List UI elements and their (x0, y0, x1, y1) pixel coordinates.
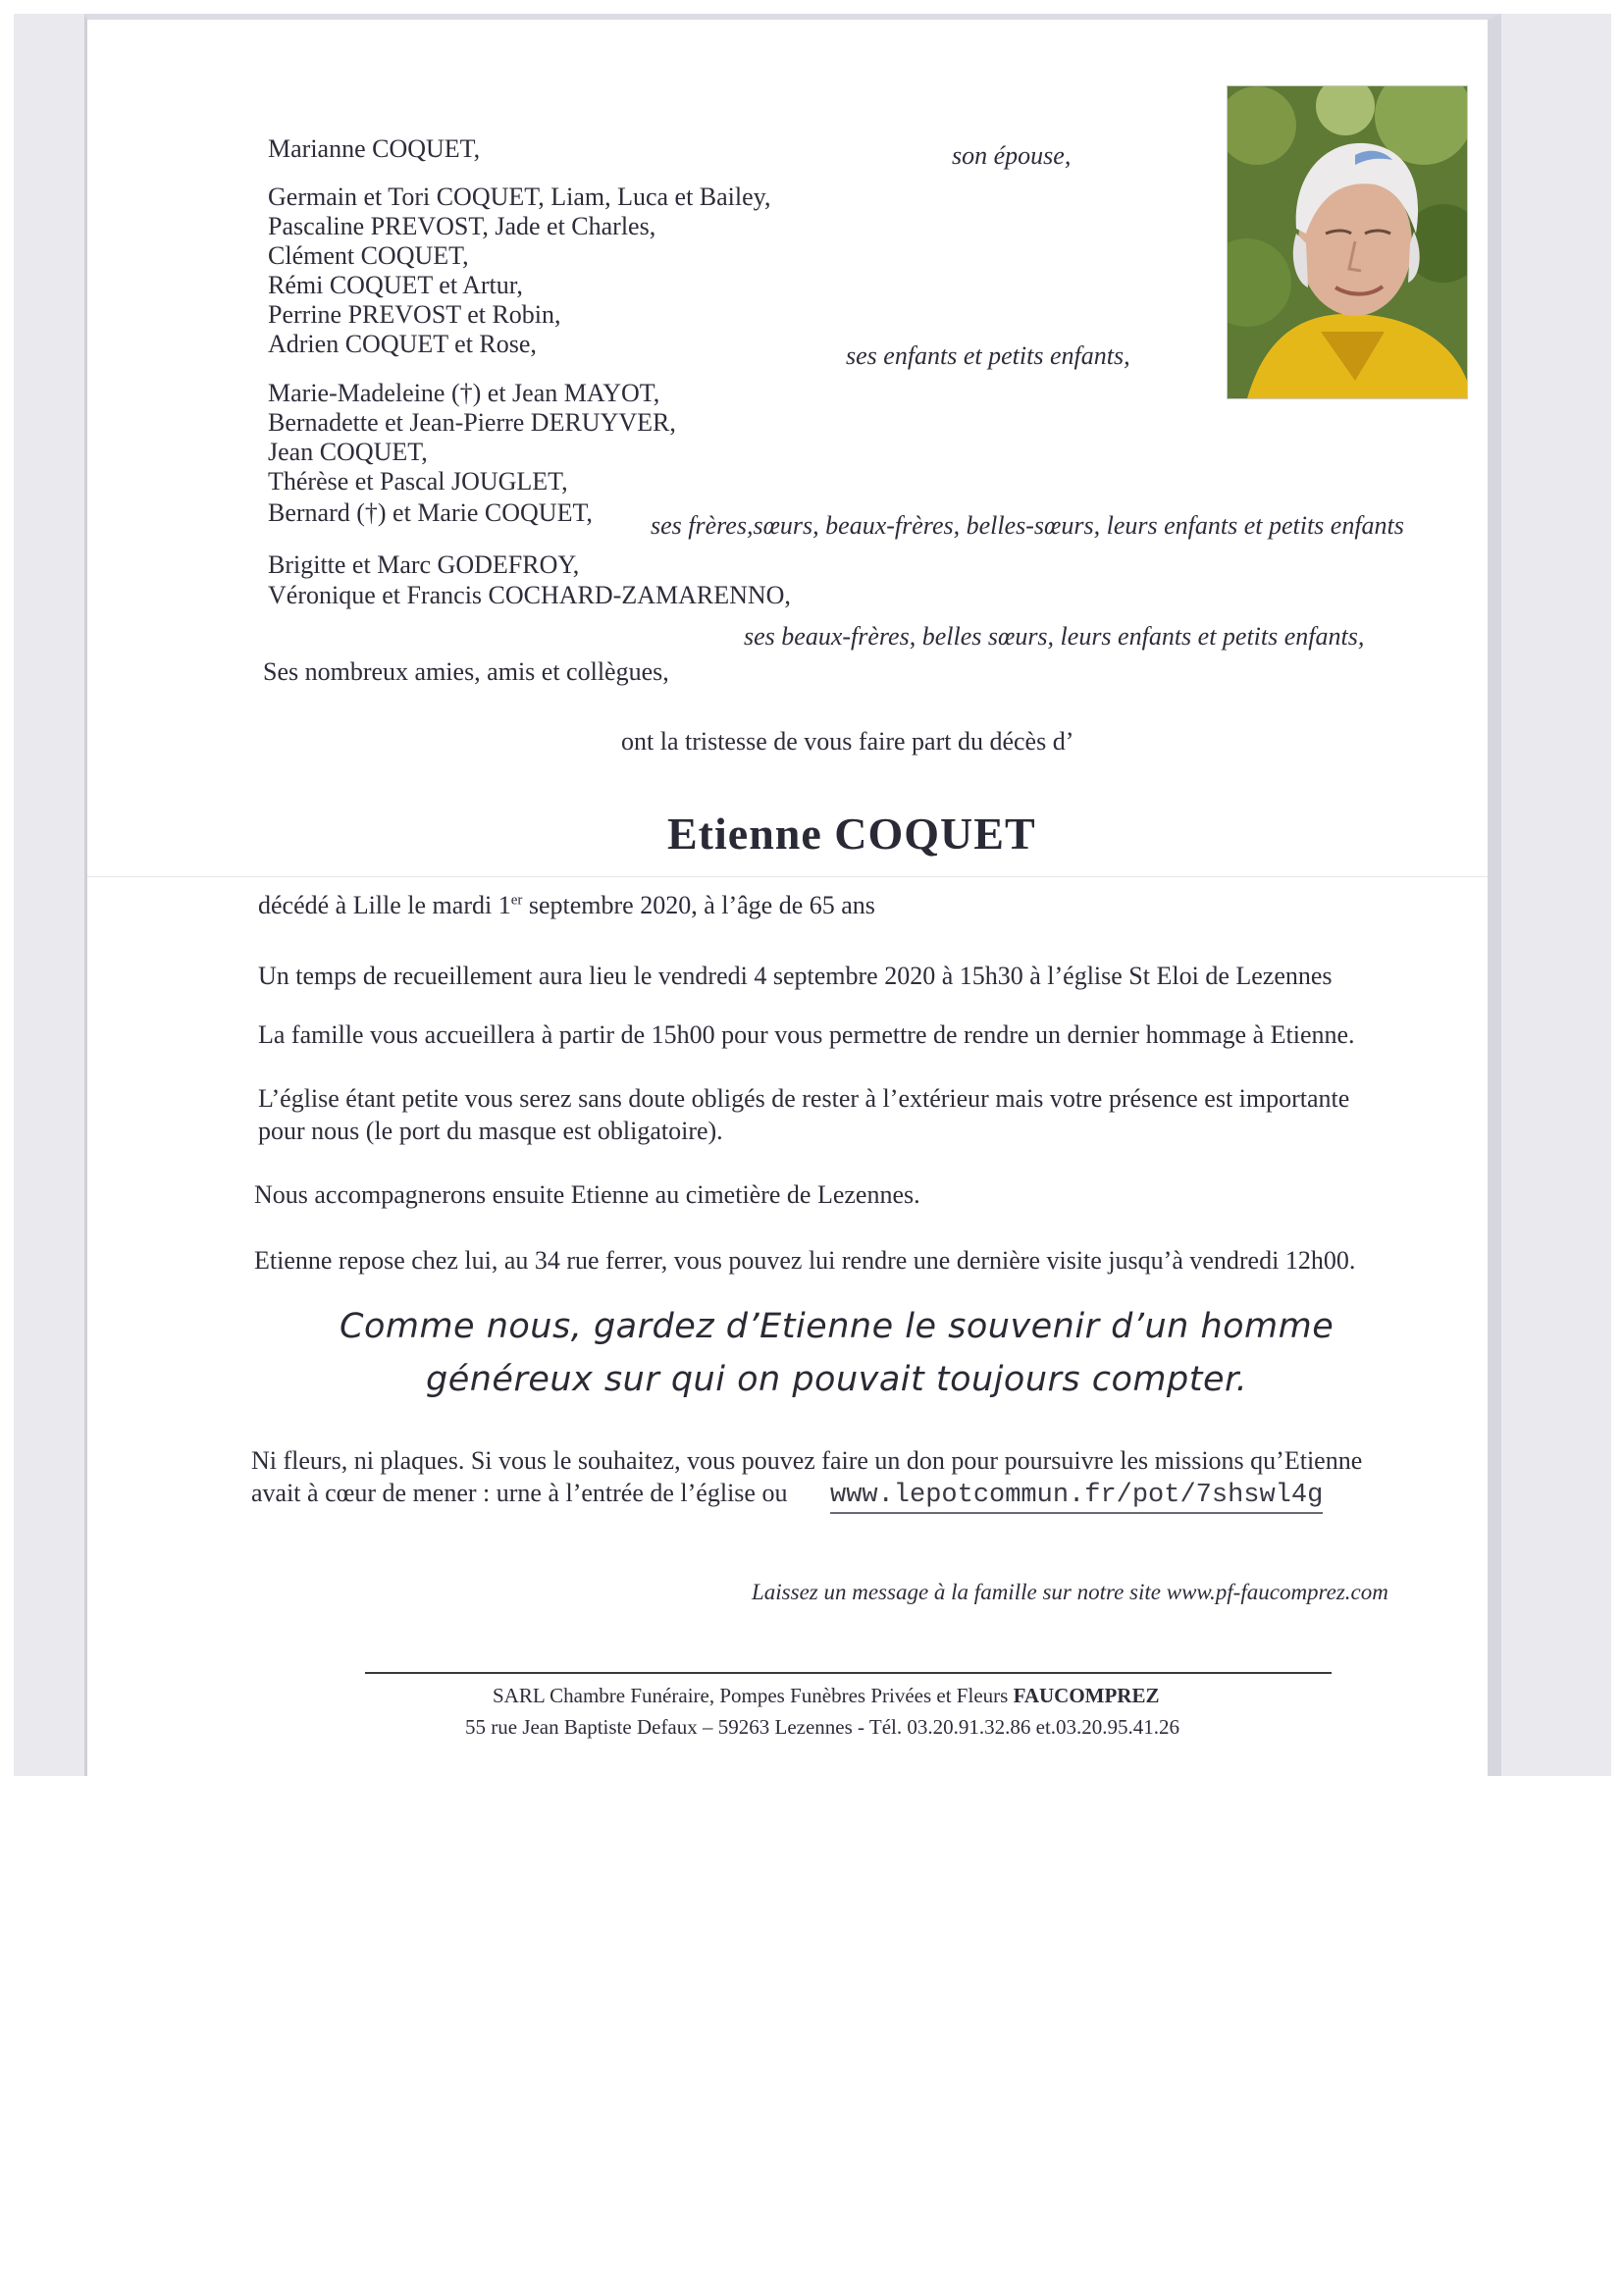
role-spouse: son épouse, (952, 141, 1072, 170)
children-line: Perrine PREVOST et Robin, (268, 300, 561, 329)
quote-line1: Comme nous, gardez d’Etienne le souvenir d’un homme (340, 1307, 1335, 1346)
deceased-name: Etienne COQUET (667, 809, 1036, 859)
siblings-line: Thérèse et Pascal JOUGLET, (268, 467, 568, 496)
announcement-line: ont la tristesse de vous faire part du décès d’ (621, 727, 1074, 756)
portrait-photo (1227, 85, 1468, 399)
inlaws-line: Véronique et Francis COCHARD-ZAMARENNO, (268, 581, 791, 609)
role-inlaws: ses beaux-frères, belles sœurs, leurs enfants et petits enfants, (744, 622, 1365, 651)
children-line: Adrien COQUET et Rose, (268, 330, 537, 358)
quote-line2: généreux sur qui on pouvait toujours compter. (426, 1360, 1248, 1399)
friends-line: Ses nombreux amies, amis et collègues, (263, 657, 669, 686)
donation-link[interactable]: www.lepotcommun.fr/pot/7shswl4g (830, 1481, 1323, 1514)
spouse-name: Marianne COQUET, (268, 134, 481, 163)
cemetery-paragraph: Nous accompagnerons ensuite Etienne au cimetière de Lezennes. (254, 1180, 920, 1209)
ceremony-paragraph: Un temps de recueillement aura lieu le vendredi 4 septembre 2020 à 15h30 à l’église St Eloi de Lezennes (258, 962, 1333, 990)
inlaws-line: Brigitte et Marc GODEFROY, (268, 550, 580, 579)
siblings-line: Jean COQUET, (268, 438, 428, 466)
church-paragraph-line1: L’église étant petite vous serez sans doute obligés de rester à l’extérieur mais votre présence est importante (258, 1084, 1350, 1113)
church-paragraph-line2: pour nous (le port du masque est obligatoire). (258, 1117, 723, 1145)
death-details-start: décédé à Lille le mardi 1 (258, 891, 511, 919)
role-siblings: ses frères,sœurs, beaux-frères, belles-sœurs, leurs enfants et petits enfants (651, 511, 1404, 540)
donation-line2: avait à cœur de mener : urne à l’entrée de l’église ou (251, 1479, 788, 1507)
footer-company (493, 1684, 1160, 1708)
siblings-line: Marie-Madeleine (†) et Jean MAYOT, (268, 379, 660, 407)
family-welcome-paragraph: La famille vous accueillera à partir de 15h00 pour vous permettre de rendre un dernier hommage à Etienne. (258, 1020, 1355, 1049)
siblings-line: Bernard (†) et Marie COQUET, (268, 498, 593, 527)
footer-company-prefix: SARL Chambre Funéraire, Pompes Funèbres Privées et Fleurs (493, 1684, 1014, 1707)
death-details (258, 891, 875, 920)
visitation-paragraph: Etienne repose chez lui, au 34 rue ferrer, vous pouvez lui rendre une dernière visite jusqu’à vendredi 12h00. (254, 1246, 1356, 1275)
death-details-end: septembre 2020, à l’âge de 65 ans (522, 891, 875, 919)
children-line: Clément COQUET, (268, 241, 469, 270)
children-line: Rémi COQUET et Artur, (268, 271, 523, 299)
death-details-superscript: er (510, 892, 523, 909)
donation-line1: Ni fleurs, ni plaques. Si vous le souhaitez, vous pouvez faire un don pour poursuivre les missions qu’Etienne (251, 1446, 1363, 1475)
siblings-line: Bernadette et Jean-Pierre DERUYVER, (268, 408, 676, 437)
role-children: ses enfants et petits enfants, (846, 341, 1130, 370)
message-site-line: Laissez un message à la famille sur notre site www.pf-faucomprez.com (752, 1580, 1388, 1604)
footer-company-bold: FAUCOMPREZ (1013, 1684, 1160, 1707)
children-line: Germain et Tori COQUET, Liam, Luca et Bailey, (268, 183, 771, 211)
footer-rule (365, 1672, 1332, 1674)
footer-address: 55 rue Jean Baptiste Defaux – 59263 Lezennes - Tél. 03.20.91.32.86 et.03.20.95.41.26 (465, 1715, 1180, 1739)
card-fold-line (87, 876, 1488, 877)
children-line: Pascaline PREVOST, Jade et Charles, (268, 212, 656, 240)
